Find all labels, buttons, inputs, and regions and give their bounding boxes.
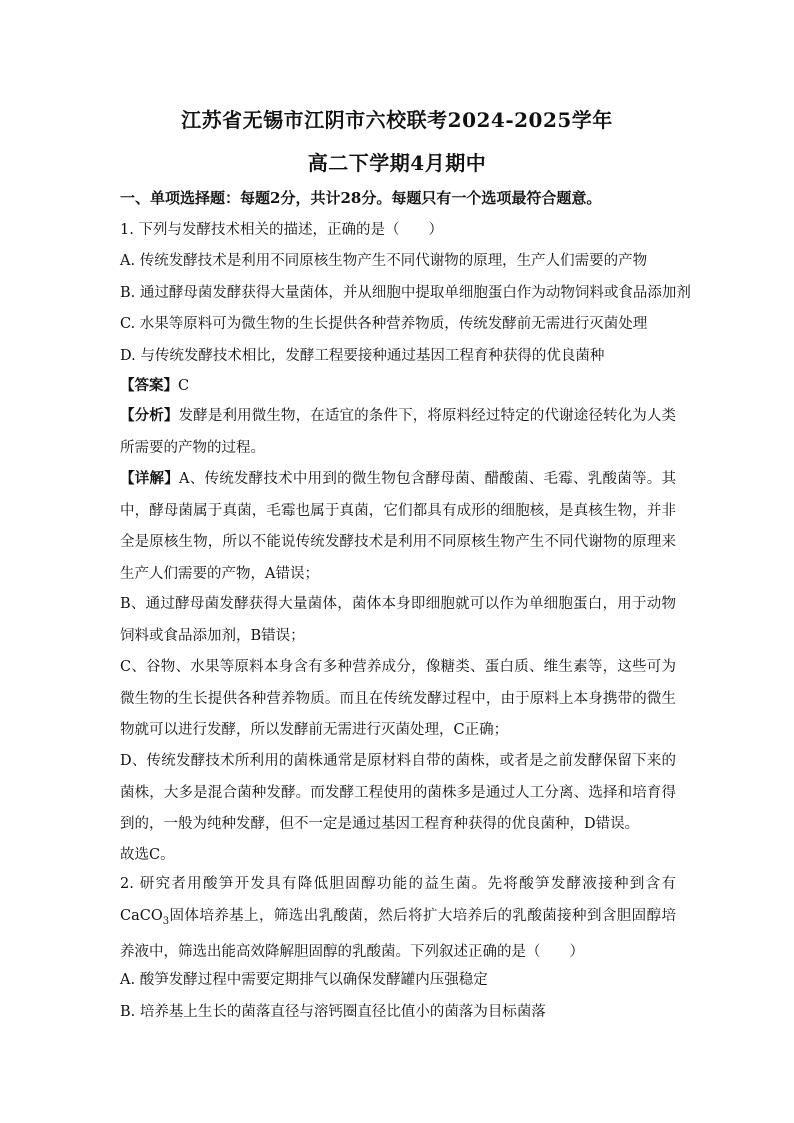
- document-title-line1: 江苏省无锡市江阴市六校联考2024-2025学年: [181, 108, 613, 132]
- question-1-option-d: D. 与传统发酵技术相比，发酵工程要接种通过基因工程育种获得的优良菌种: [120, 348, 605, 364]
- question-1-option-a: A. 传统发酵技术是利用不同原核生物产生不同代谢物的原理，生产人们需要的产物: [120, 253, 648, 269]
- answer-tag: 【答案】: [120, 377, 178, 394]
- question-2-stem: [120, 869, 676, 968]
- question-1-detail-a: [120, 463, 676, 590]
- answer-value: C: [178, 378, 190, 394]
- question-2-option-a: A. 酸笋发酵过程中需要定期排气以确保发酵罐内压强稳定: [120, 972, 488, 988]
- detail-a-text: A、传统发酵技术中用到的微生物包含酵母菌、醋酸菌、毛霉、乳酸菌等。其中，酵母菌属于真菌，毛霉也属于真菌，它们都具有成形的细胞核，是真核生物，并非全是原核生物，所以不能说传统发酵技术是利用不同原核生物产生不同代谢物的原理来生产人们需要的产物，A错误；: [120, 471, 677, 582]
- question-1-conclusion: 故选C。: [120, 847, 175, 863]
- question-2-option-b: B. 培养基上生长的菌落直径与溶钙圈直径比值小的菌落为目标菌落: [120, 1004, 546, 1020]
- document-title-line2: 高二下学期4月期中: [307, 151, 487, 175]
- q2-stem-subscript: 3: [162, 915, 170, 927]
- analysis-tag: 【分析】: [120, 407, 179, 424]
- question-1-option-c: C. 水果等原料可为微生物的生长提供各种营养物质，传统发酵前无需进行灭菌处理: [120, 316, 648, 332]
- detail-tag: 【详解】: [120, 470, 179, 487]
- q2-stem-part2: 固体培养基上，筛选出乳酸菌，然后将扩大培养后的乳酸菌接种到含胆固醇培养液中，筛选出能高效降解胆固醇的乳酸菌。下列叙述正确的是（ ）: [120, 907, 676, 960]
- question-1-answer: [120, 374, 189, 395]
- question-1-analysis: [120, 400, 676, 464]
- question-1-stem: 1. 下列与发酵技术相关的描述，正确的是（ ）: [120, 222, 443, 238]
- question-1-option-b: B. 通过酵母菌发酵获得大量菌体，并从细胞中提取单细胞蛋白作为动物饲料或食品添加剂: [120, 285, 691, 301]
- question-1-detail-d: D、传统发酵技术所利用的菌株通常是原材料自带的菌株，或者是之前发酵保留下来的菌株，大多是混合菌种发酵。而发酵工程使用的菌株多是通过人工分离、选择和培育得到的，一般为纯种发酵，但不一定是通过基因工程育种获得的优良菌种，D错误。: [120, 753, 676, 832]
- q2-stem-part1: 2. 研究者用酸笋开发具有降低胆固醇功能的益生菌。先将酸笋发酵液接种到含有CaCO: [120, 876, 676, 924]
- section-heading: 一、单项选择题：每题2分，共计28分。每题只有一个选项最符合题意。: [120, 189, 602, 207]
- analysis-text: 发酵是利用微生物，在适宜的条件下，将原料经过特定的代谢途径转化为人类所需要的产物的过程。: [120, 408, 677, 456]
- question-1-detail-b: B、通过酵母菌发酵获得大量菌体，菌体本身即细胞就可以作为单细胞蛋白，用于动物饲料或食品添加剂，B错误；: [120, 596, 676, 644]
- question-1-detail-c: C、谷物、水果等原料本身含有多种营养成分，像糖类、蛋白质、维生素等，这些可为微生物的生长提供各种营养物质。而且在传统发酵过程中，由于原料上本身携带的微生物就可以进行发酵，所以发酵前无需进行灭菌处理，C正确；: [120, 659, 676, 738]
